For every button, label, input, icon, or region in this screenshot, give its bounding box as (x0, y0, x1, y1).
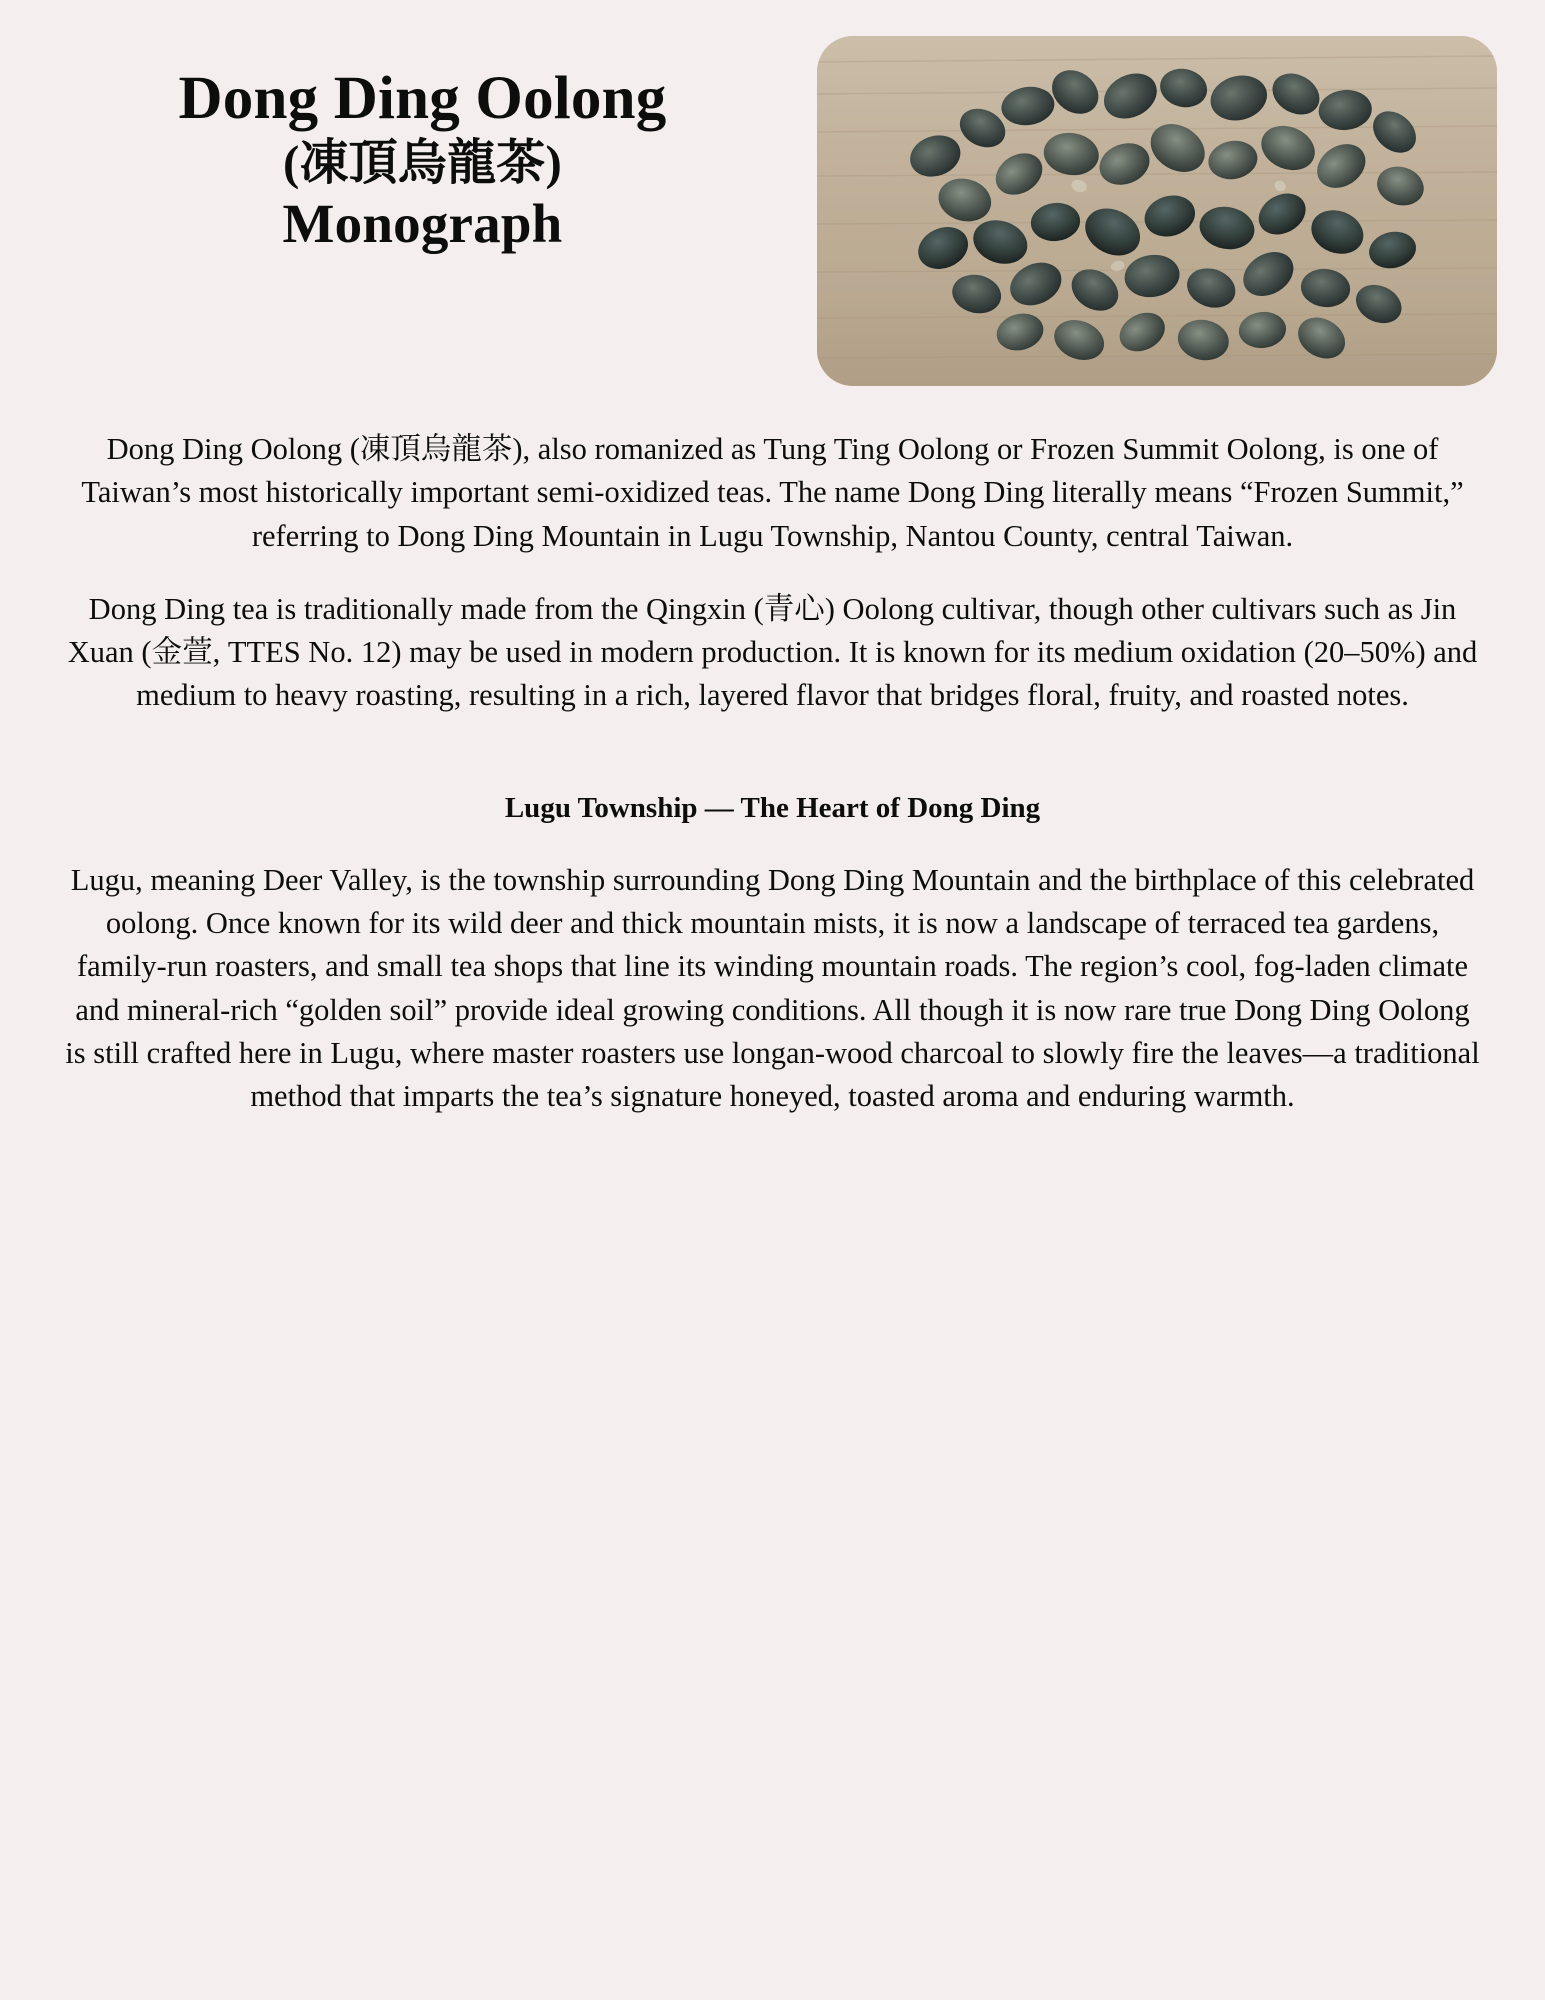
intro-paragraph: Dong Ding Oolong (凍頂烏龍茶), also romanized as Tung Ting Oolong or Frozen Summit Oolong, is one of Taiwan’s most historically important semi-oxidized teas. The name Dong Ding literally means “Frozen Summit,” referring to Dong Ding Mountain in Lugu Township, Nantou County, central Taiwan. (81, 432, 1464, 553)
title-line-3: Monograph (282, 192, 563, 254)
title-line-2: (凍頂烏龍茶) (282, 134, 563, 190)
document-header (48, 30, 1497, 386)
tea-leaves-photo (817, 36, 1497, 386)
document-body (63, 428, 1483, 1119)
section-heading-lugu: Lugu Township — The Heart of Dong Ding (504, 791, 1041, 824)
cultivar-paragraph: Dong Ding tea is traditionally made from the Qingxin (青心) Oolong cultivar, though other cultivars such as Jin Xuan (金萱, TTES No. 12) may be used in modern production. It is known for its medium oxidation (20–50%) and medium to heavy roasting, resulting in a rich, layered flavor that bridges floral, fruity, and roasted notes. (67, 591, 1478, 713)
title-line-1: Dong Ding Oolong (178, 65, 667, 132)
page-title (48, 30, 797, 255)
lugu-paragraph: Lugu, meaning Deer Valley, is the township surrounding Dong Ding Mountain and the birthplace of this celebrated oolong. Once known for its wild deer and thick mountain mists, it is now a landscape of terraced tea gardens, family-run roasters, and small tea shops that line its winding mountain roads. The region’s cool, fog-laden climate and mineral-rich “golden soil” provide ideal growing conditions. All though it is now rare true Dong Ding Oolong is still crafted here in Lugu, where master roasters use longan-wood charcoal to slowly fire the leaves—a traditional method that imparts the tea’s signature honeyed, toasted aroma and enduring warmth. (65, 862, 1480, 1114)
